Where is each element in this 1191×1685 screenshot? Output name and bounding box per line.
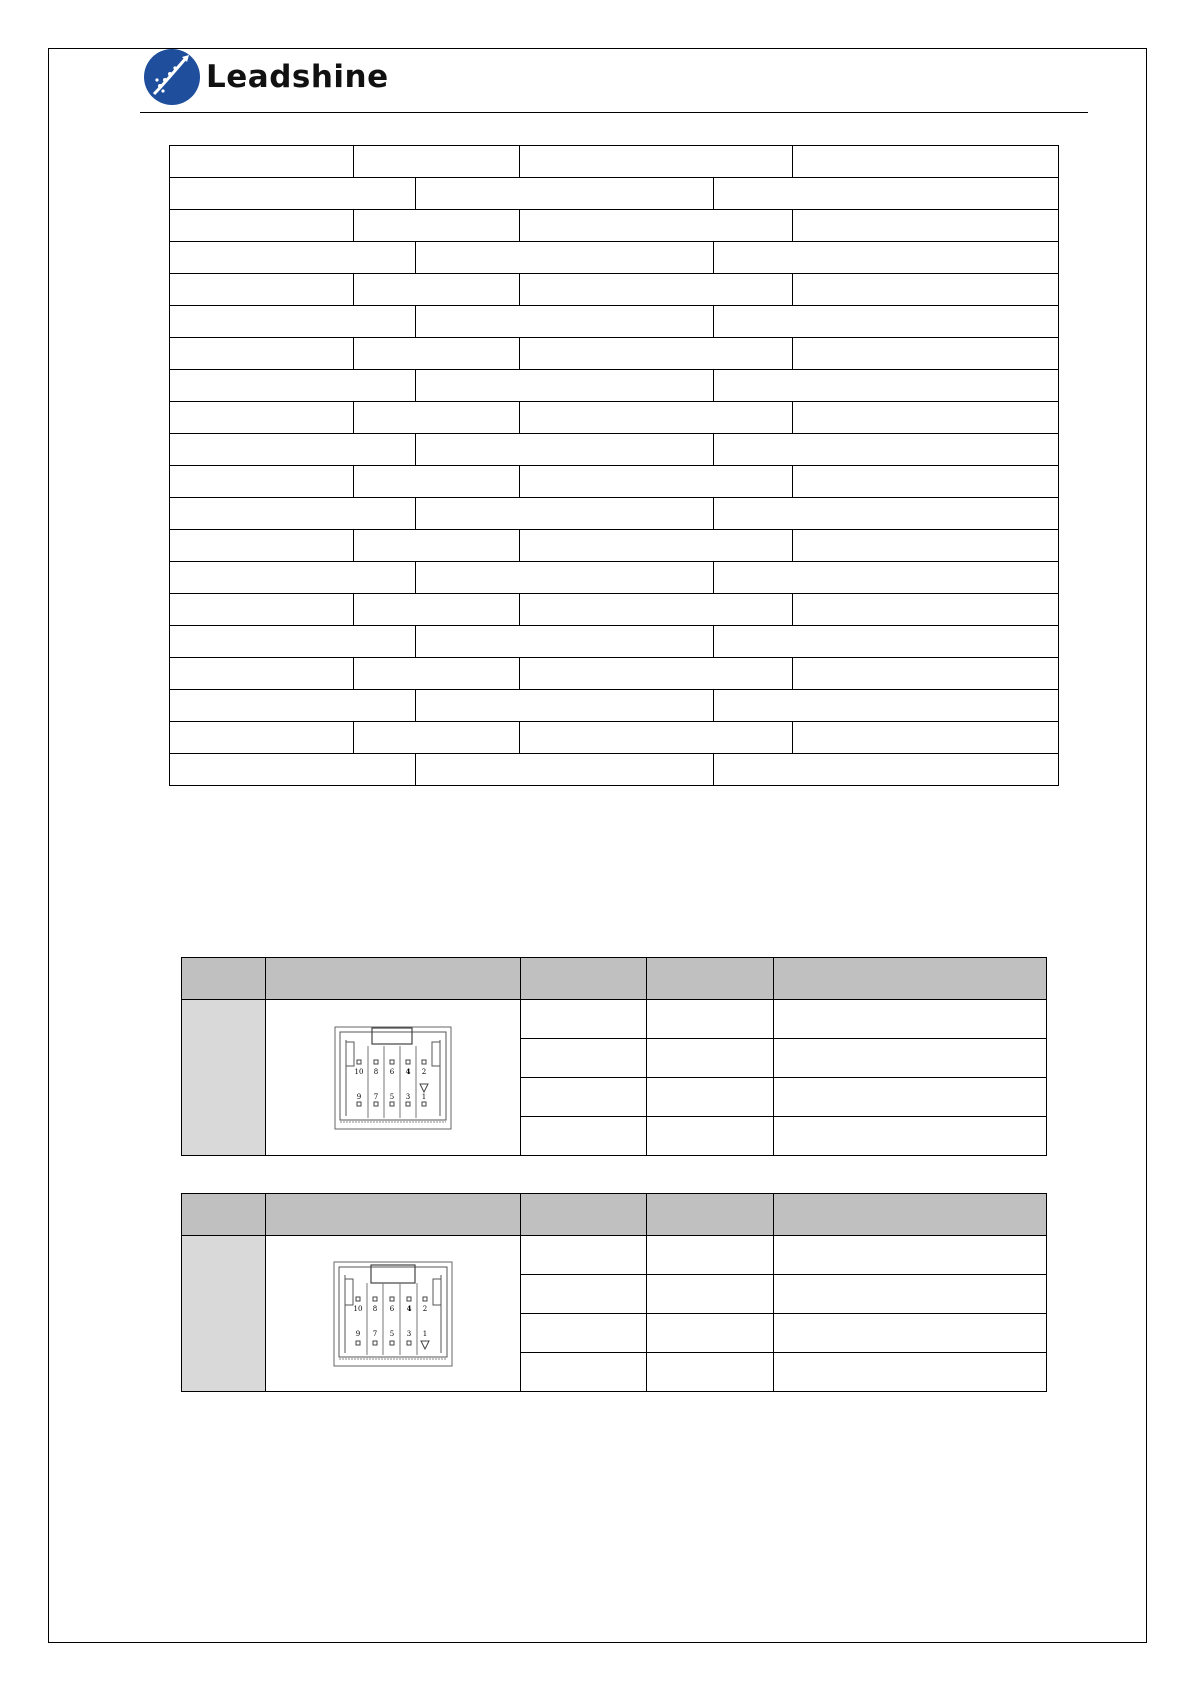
pin-label: 6 (389, 1067, 395, 1076)
connector-pin-table-2 (181, 1193, 1047, 1392)
brand-name: Leadshine (206, 59, 389, 95)
pin-label: 2 (421, 1067, 427, 1076)
table-row (182, 1000, 1047, 1039)
pin-label: 5 (389, 1329, 395, 1338)
pin-label: 10 (353, 1304, 363, 1313)
connector-pin-table-1 (181, 957, 1047, 1156)
table-row (170, 530, 1059, 562)
pin-label: 10 (354, 1067, 364, 1076)
pin-label: 6 (389, 1304, 395, 1313)
pin-label: 3 (406, 1329, 412, 1338)
pin-label: 1 (421, 1092, 427, 1101)
table-row (170, 146, 1059, 178)
table-row (170, 690, 1059, 722)
pin-label: 1 (422, 1329, 428, 1338)
table-row (170, 434, 1059, 466)
pin-label: 7 (373, 1092, 379, 1101)
table-row (170, 274, 1059, 306)
table-row (170, 178, 1059, 210)
pin-label: 5 (389, 1092, 395, 1101)
leadshine-logo-icon (142, 46, 202, 108)
table-row (170, 306, 1059, 338)
connector-diagram-1 (266, 1026, 520, 1130)
connector-1-drawing (334, 1026, 452, 1130)
pin-label: 9 (355, 1329, 361, 1338)
pin-label: 9 (356, 1092, 362, 1101)
table-row (170, 722, 1059, 754)
table-row (182, 1236, 1047, 1275)
table-row (170, 402, 1059, 434)
connector-diagram-2 (266, 1261, 520, 1367)
pin-label: 4 (405, 1066, 411, 1076)
table-row (170, 210, 1059, 242)
table-header-row (182, 1194, 1047, 1236)
pin-label: 8 (372, 1304, 378, 1313)
table-row (170, 754, 1059, 786)
pin-label: 2 (422, 1304, 428, 1313)
pin-label: 8 (373, 1067, 379, 1076)
table-row (170, 594, 1059, 626)
table-row (170, 370, 1059, 402)
header-divider (140, 112, 1088, 113)
pin-label: 4 (406, 1303, 412, 1313)
pin-label: 7 (372, 1329, 378, 1338)
table-header-row (182, 958, 1047, 1000)
connector-2-drawing (333, 1261, 453, 1367)
table-row (170, 338, 1059, 370)
table-row (170, 562, 1059, 594)
pin-label: 3 (405, 1092, 411, 1101)
table-row (170, 626, 1059, 658)
table-row (170, 466, 1059, 498)
table-row (170, 498, 1059, 530)
header-logo (142, 46, 389, 108)
specification-grid-table (169, 145, 1059, 786)
table-row (170, 242, 1059, 274)
table-row (170, 658, 1059, 690)
